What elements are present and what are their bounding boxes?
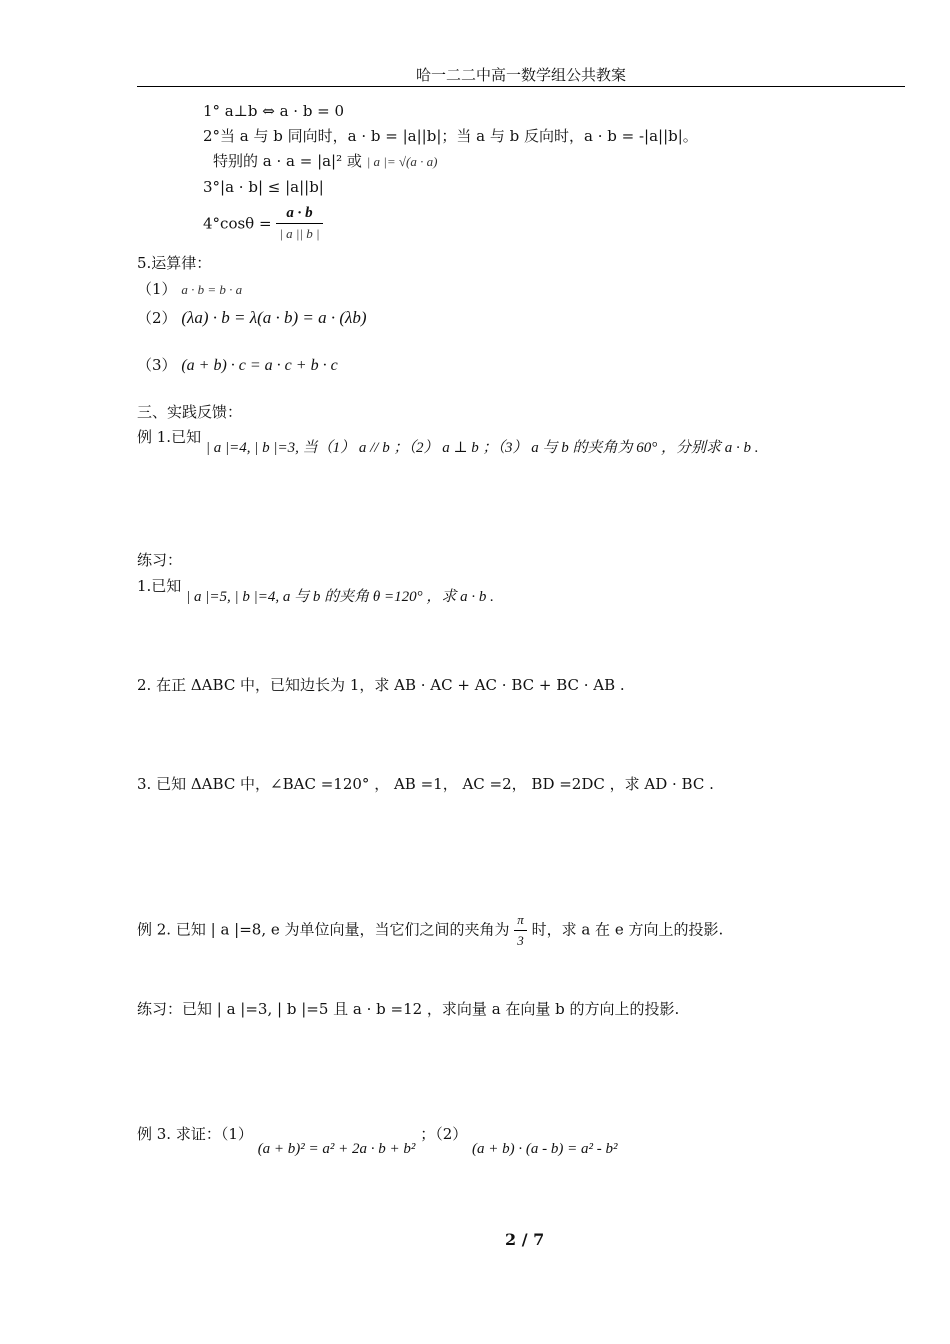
property-4	[203, 203, 323, 244]
practice-q3: 3. 已知 ΔABC 中，∠BAC =120° ， AB =1， AC =2， BD =2DC ，求 AD · BC .	[137, 775, 714, 793]
cos-denominator: | a || b |	[279, 226, 320, 241]
law-2-label: （2）	[137, 309, 177, 327]
example-3-label: 例 3. 求证：（1）	[137, 1125, 253, 1143]
pi-numerator: π	[514, 910, 527, 931]
cos-numerator: a · b	[276, 203, 322, 224]
example-3-separator: ；（2）	[420, 1125, 468, 1143]
law-2	[137, 308, 367, 328]
cos-fraction	[276, 203, 322, 244]
example-1-label: 例 1.已知	[137, 428, 202, 446]
law-3	[137, 355, 338, 376]
law-1	[137, 279, 242, 300]
property-1: 1° a⊥b ⇔ a · b = 0	[203, 102, 345, 120]
example-3-formula-2: (a + b) · (a - b) = a² - b²	[472, 1141, 618, 1157]
laws-title: 5.运算律：	[137, 254, 212, 272]
pi-denominator: 3	[517, 933, 524, 948]
property-3: 3°|a · b| ≤ |a||b|	[203, 178, 324, 196]
property-4-label: 4°cosθ =	[203, 214, 272, 233]
example-2	[137, 910, 723, 951]
property-2-special-text: 特别的 a · a = |a|² 或	[213, 152, 362, 170]
practice-label: 练习：	[137, 551, 183, 569]
page-header: 哈一二二中高一数学组公共教案	[415, 66, 626, 84]
property-2: 2°当 a 与 b 同向时，a · b = |a||b|；当 a 与 b 反向时，a · b = -|a||b|。	[203, 127, 698, 145]
example-2-text-2: 时，求 a 在 e 方向上的投影.	[531, 920, 724, 939]
property-2-special	[213, 151, 437, 172]
law-3-label: （3）	[137, 356, 177, 374]
example-3-formula-1: (a + b)² = a² + 2a · b + b²	[257, 1141, 416, 1157]
pi-over-3-fraction	[514, 910, 527, 951]
law-1-formula: a · b = b · a	[181, 282, 243, 297]
section-practice-feedback: 三、实践反馈：	[137, 403, 243, 421]
example-3	[137, 1124, 618, 1157]
law-1-label: （1）	[137, 280, 177, 298]
practice-2: 练习：已知 | a |=3, | b |=5 且 a · b =12 ，求向量 a 在向量 b 的方向上的投影.	[137, 1000, 680, 1018]
header-rule	[137, 86, 905, 87]
property-2-special-formula: | a |= √(a · a)	[366, 154, 438, 169]
example-1	[137, 427, 759, 456]
practice-q1-label: 1.已知	[137, 577, 182, 595]
example-2-text-1: 例 2. 已知 | a |=8, e 为单位向量，当它们之间的夹角为	[137, 920, 510, 939]
example-1-condition: | a |=4, | b |=3, 当（1） a // b ；（2） a ⊥ b ；（3） a 与 b 的夹角为 60° ，分别求 a · b .	[205, 440, 759, 456]
law-2-formula: (λa) · b = λ(a · b) = a · (λb)	[181, 308, 367, 327]
practice-q2: 2. 在正 ΔABC 中，已知边长为 1，求 AB · AC + AC · BC + BC · AB .	[137, 676, 625, 694]
practice-q1-condition: | a |=5, | b |=4, a 与 b 的夹角 θ =120° ，求 a · b .	[186, 589, 494, 605]
practice-q1	[137, 576, 494, 605]
page-number: 2 / 7	[505, 1230, 545, 1249]
law-3-formula: (a + b) · c = a · c + b · c	[181, 357, 338, 374]
